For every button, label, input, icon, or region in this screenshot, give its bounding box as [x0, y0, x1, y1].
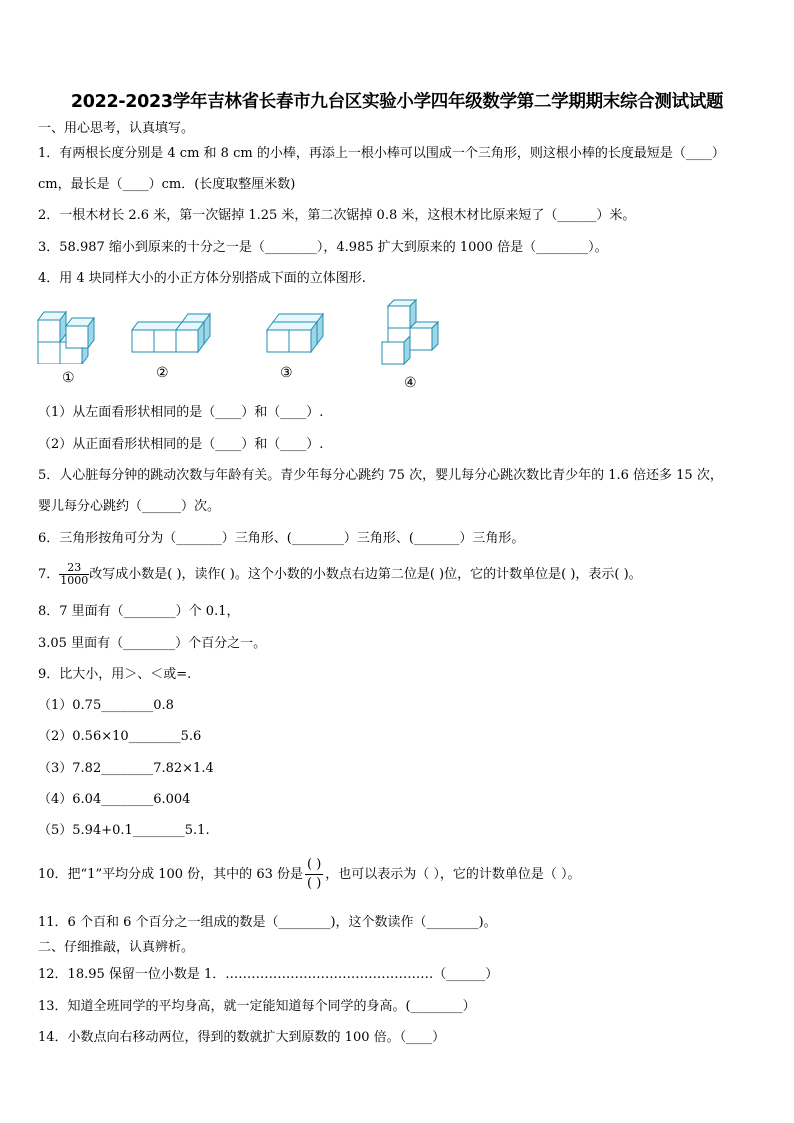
- question-10-text-b: ，也可以表示为（ ），它的计数单位是（ ）。: [325, 867, 581, 882]
- question-10-denominator-blank: ( ): [307, 876, 322, 891]
- section-heading-2: 二、仔细推敲，认真辨析。: [38, 940, 195, 955]
- question-7-denominator: 1000: [60, 574, 89, 587]
- question-7-fraction: [59, 562, 89, 587]
- question-1-line-2: cm，最长是（____）cm．(长度取整厘米数): [38, 177, 296, 192]
- question-9-item-5: （5）5.94+0.1________5.1.: [38, 823, 210, 838]
- cube-figure-2: [130, 310, 220, 358]
- question-9: 9．比大小，用＞、＜或=.: [38, 667, 192, 682]
- question-7-number: 7．: [38, 567, 60, 582]
- question-9-item-1: （1）0.75________0.8: [38, 698, 174, 713]
- figure-label-4: ④: [404, 375, 417, 391]
- section-heading-1: 一、用心思考，认真填写。: [38, 121, 195, 136]
- question-7-text: 改写成小数是( )，读作( )。这个小数的小数点右边第二位是( )位，它的计数单位是( )，表示( )。: [89, 567, 642, 582]
- question-7: [38, 560, 642, 590]
- figure-label-1: ①: [62, 370, 75, 386]
- cube-figure-1: [36, 306, 104, 364]
- question-4-part-1: （1）从左面看形状相同的是（____）和（____）.: [38, 405, 324, 420]
- figure-label-2: ②: [156, 365, 169, 381]
- cube-figure-4: [380, 298, 442, 370]
- question-8-line-1: 8．7 里面有（________）个 0.1，: [38, 604, 240, 619]
- question-10-text-a: 10．把“1”平均分成 100 份，其中的 63 份是: [38, 867, 303, 882]
- question-10: [38, 855, 581, 895]
- question-1-line-1: 1．有两根长度分别是 4 cm 和 8 cm 的小棒，再添上一根小棒可以围成一个三角形，则这根小棒的长度最短是（____）: [38, 146, 725, 161]
- question-9-item-4: （4）6.04________6.004: [38, 792, 191, 807]
- question-13: 13．知道全班同学的平均身高，就一定能知道每个同学的身高。(________）: [38, 999, 476, 1014]
- question-5-line-1: 5．人心脏每分钟的跳动次数与年龄有关。青少年每分心跳约 75 次，婴儿每分心跳次数比青少年的 1.6 倍还多 15 次，: [38, 468, 723, 483]
- question-14: 14．小数点向右移动两位，得到的数就扩大到原数的 100 倍。（____）: [38, 1030, 446, 1045]
- question-9-item-2: （2）0.56×10________5.6: [38, 729, 202, 744]
- question-10-numerator-blank: ( ): [305, 856, 323, 875]
- question-4-part-2: （2）从正面看形状相同的是（____）和（____）.: [38, 437, 324, 452]
- question-12: 12．18.95 保留一位小数是 1．…………………………………………（______）: [38, 967, 499, 982]
- question-10-fraction: [305, 856, 323, 893]
- cube-figure-3: [265, 310, 329, 358]
- figure-label-3: ③: [280, 365, 293, 381]
- question-5-line-2: 婴儿每分心跳约（______）次。: [38, 499, 221, 514]
- question-3: 3．58.987 缩小到原来的十分之一是（________），4.985 扩大到原来的 1000 倍是（________）。: [38, 240, 608, 255]
- page-title: 2022-2023学年吉林省长春市九台区实验小学四年级数学第二学期期末综合测试试题: [70, 92, 724, 112]
- question-2: 2．一根木材长 2.6 米，第一次锯掉 1.25 米，第二次锯掉 0.8 米，这根木材比原来短了（______）米。: [38, 208, 636, 223]
- question-8-line-2: 3.05 里面有（________）个百分之一。: [38, 636, 267, 651]
- question-9-item-3: （3）7.82________7.82×1.4: [38, 761, 214, 776]
- question-7-numerator: 23: [59, 562, 89, 575]
- question-4: 4．用 4 块同样大小的小正方体分别搭成下面的立体图形.: [38, 271, 366, 286]
- question-11: 11．6 个百和 6 个百分之一组成的数是（________)，这个数读作（________)。: [38, 915, 497, 930]
- question-6: 6．三角形按角可分为（_______）三角形、(________）三角形、(_______）三角形。: [38, 531, 525, 546]
